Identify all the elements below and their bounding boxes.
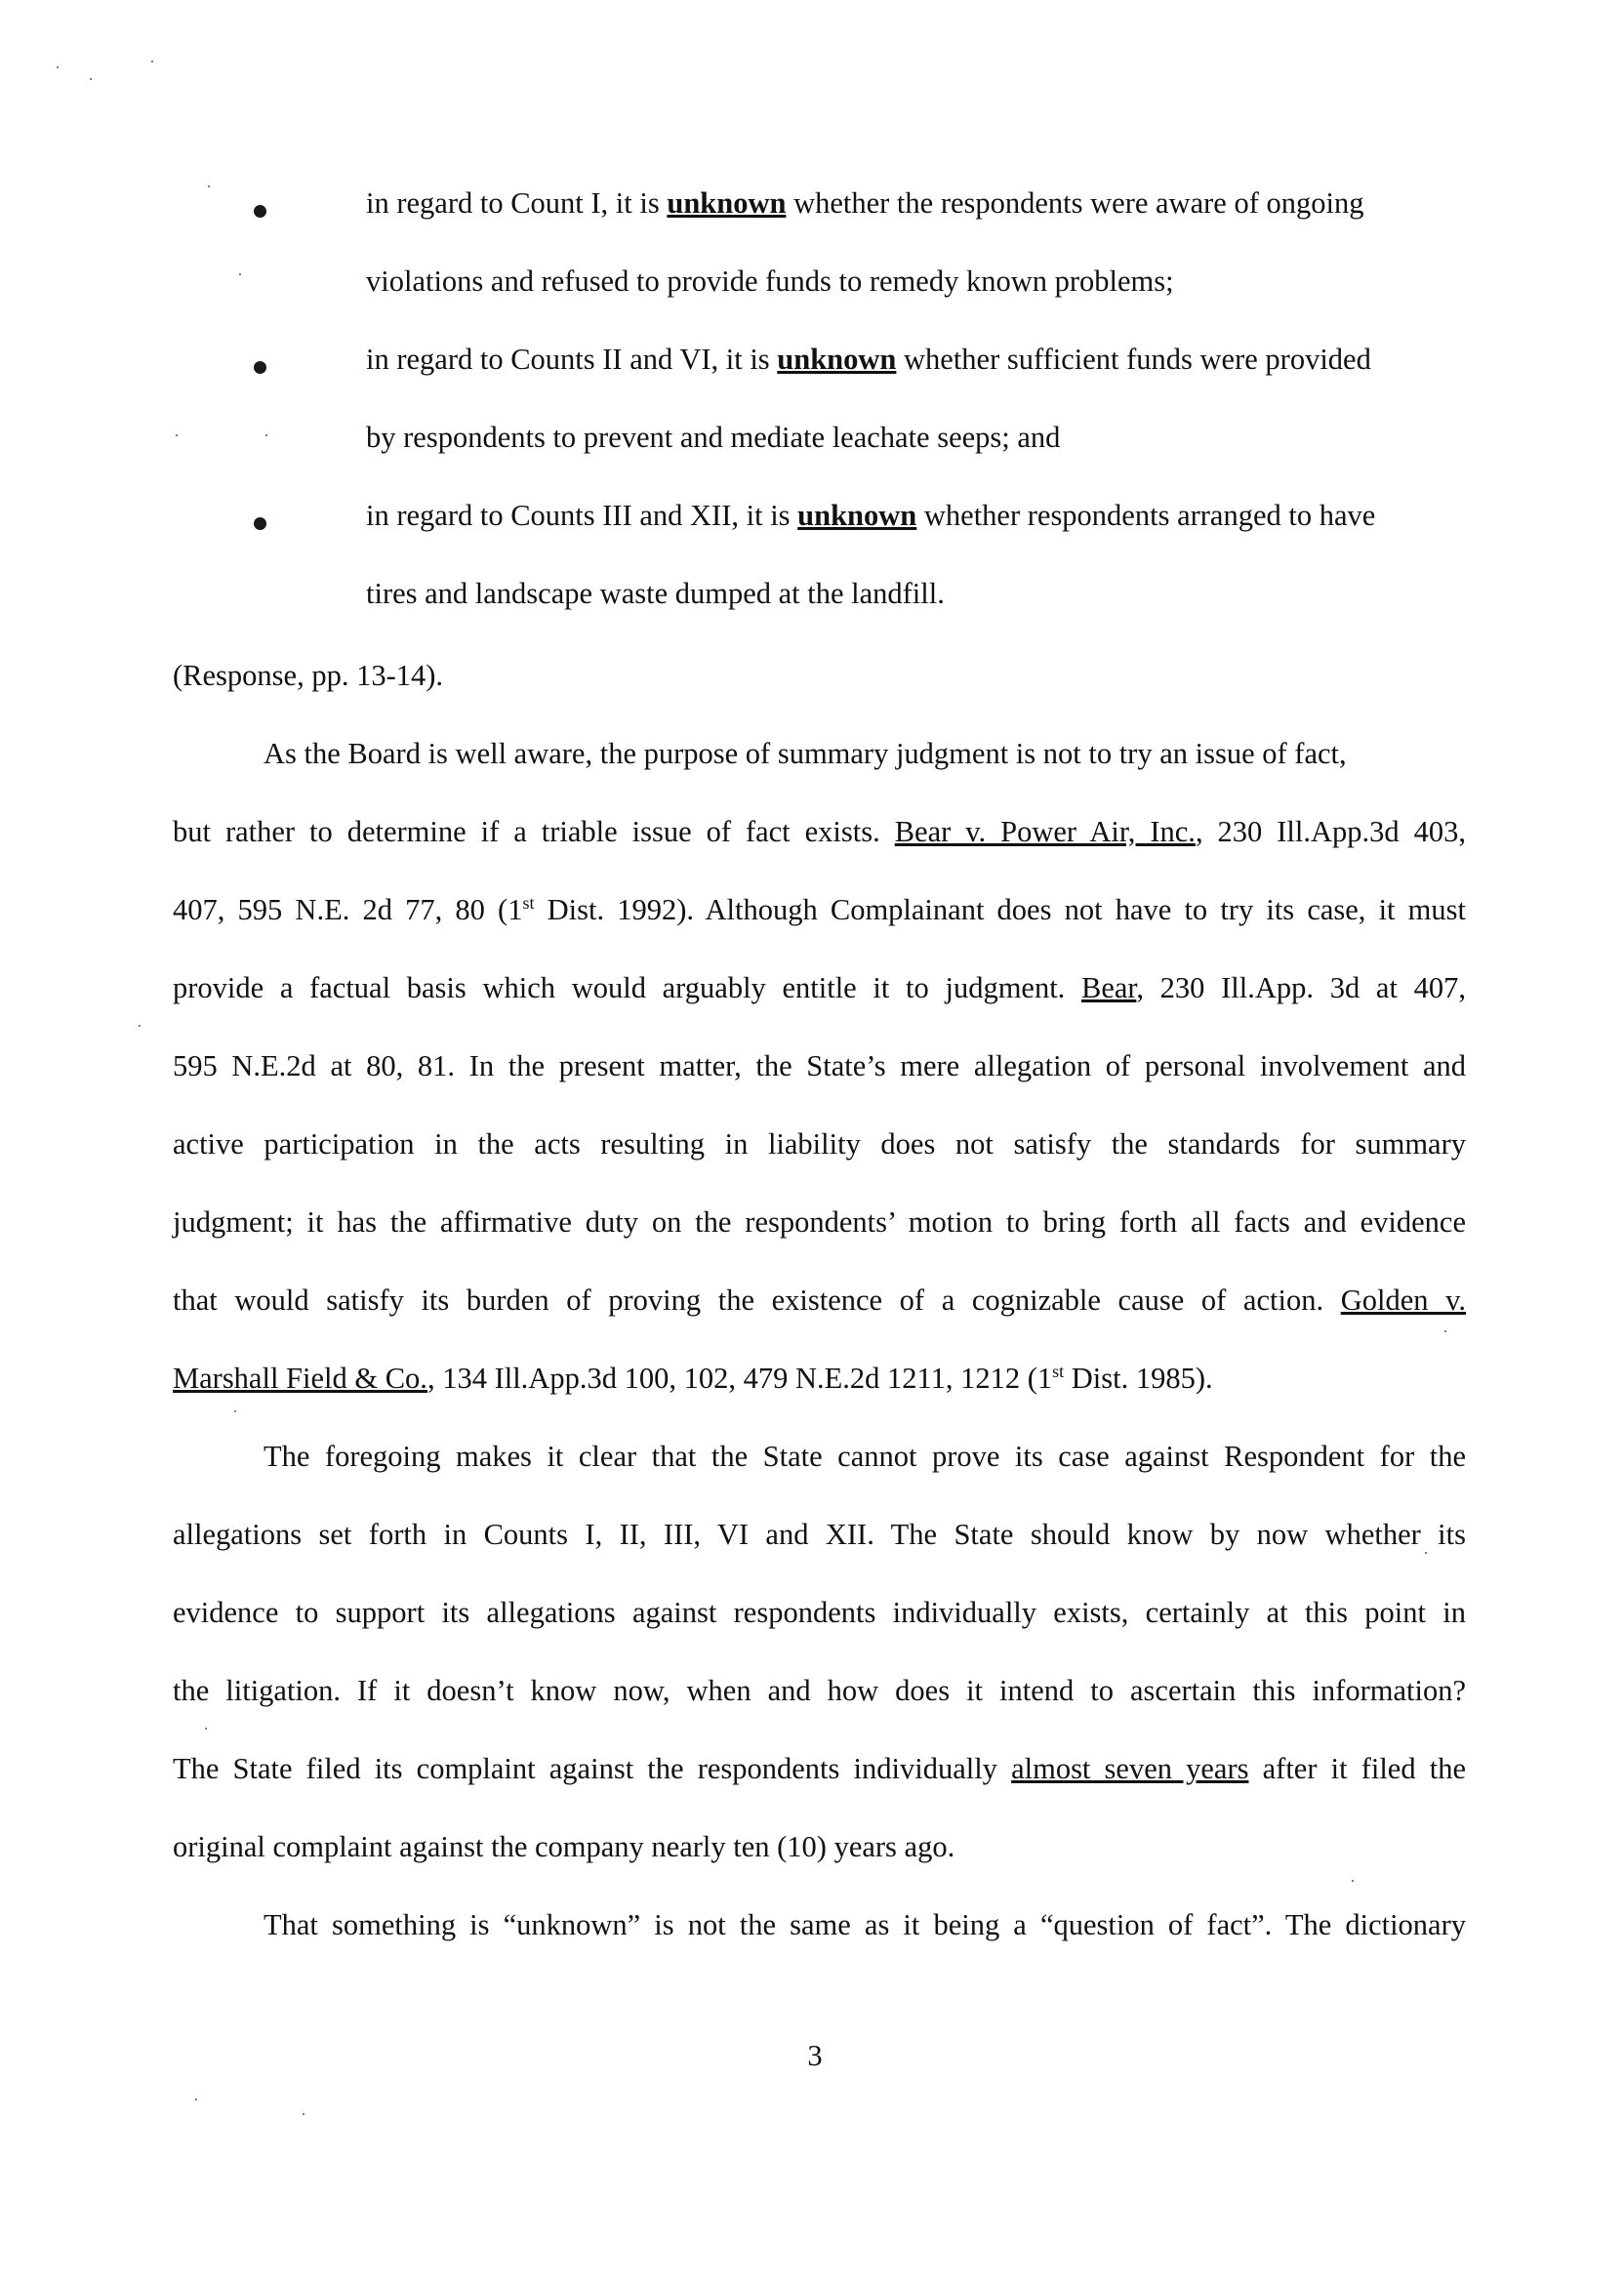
bullet-dot-icon [254,361,266,374]
scan-speck [176,434,178,436]
para1-line4: provide a factual basis which would arguably entitle it to judgment. Bear, 230 Ill.App. 3d at 407, [173,971,1466,1004]
para2-line3: evidence to support its allegations against respondents individually exists, certainly at this point in [173,1596,1466,1629]
bullet-text: in regard to Counts III and XII, it is unknown whether respondents arranged to have tires and landscape waste dumped at the landfill. [366,499,1376,610]
para1-line5: 595 N.E.2d at 80, 81. In the present matter, the State’s mere allegation of personal involvement and [173,1049,1466,1082]
bullet-dot-icon [254,205,266,218]
emphasis-unknown: unknown [797,499,917,532]
para1-line7: judgment; it has the affirmative duty on the respondents’ motion to bring forth all facts and evidence [173,1205,1466,1239]
scan-speck [151,61,153,62]
scan-speck [90,78,92,80]
para2-line1: The foregoing makes it clear that the State cannot prove its case against Respondent for the [264,1440,1466,1473]
scan-speck [139,1025,141,1027]
scan-speck [239,273,241,275]
scan-speck [208,185,210,187]
page-number: 3 [807,2039,823,2072]
case-citation: Golden v. [1340,1284,1466,1317]
scan-speck [195,2099,197,2100]
emphasis-unknown: unknown [777,343,897,376]
case-citation: Marshall Field & Co. [173,1362,427,1395]
para1-line9: Marshall Field & Co., 134 Ill.App.3d 100, 102, 479 N.E.2d 1211, 1212 (1st Dist. 1985). [173,1361,1213,1395]
case-citation: Bear v. Power Air, Inc. [894,815,1196,848]
para2-line6: original complaint against the company nearly ten (10) years ago. [173,1830,955,1863]
para3-line1: That something is “unknown” is not the same as it being a “question of fact”. The dictionary [264,1908,1466,1941]
case-citation: Bear [1081,971,1137,1004]
scan-speck [265,434,267,436]
bullet-text: in regard to Count I, it is unknown whether the respondents were aware of ongoing violations and refused to provide funds to remedy known problems; [366,186,1364,298]
scan-speck [303,2113,304,2115]
bullet-dot-icon [254,517,266,530]
bullet-text: in regard to Counts II and VI, it is unknown whether sufficient funds were provided by respondents to prevent and mediate leachate seeps; and [366,343,1371,454]
response-citation: (Response, pp. 13-14). [173,659,444,692]
emphasis-unknown: unknown [667,186,787,220]
para1-line8: that would satisfy its burden of proving the existence of a cognizable cause of action. Golden v. [173,1284,1466,1317]
para2-line5: The State filed its complaint against the respondents individually almost seven years after it filed the [173,1752,1466,1785]
scan-speck [57,66,59,68]
para2-line4: the litigation. If it doesn’t know now, when and how does it intend to ascertain this information? [173,1674,1466,1707]
underlined-phrase: almost seven years [1011,1752,1249,1785]
para2-line2: allegations set forth in Counts I, II, III, VI and XII. The State should know by now whether its [173,1518,1466,1551]
para1-line3: 407, 595 N.E. 2d 77, 80 (1st Dist. 1992). Although Complainant does not have to try its case, it must [173,892,1466,926]
para1-line1: As the Board is well aware, the purpose of summary judgment is not to try an issue of fact, [264,737,1347,770]
para1-line6: active participation in the acts resulting in liability does not satisfy the standards for summary [173,1127,1466,1161]
para1-line2: but rather to determine if a triable issue of fact exists. Bear v. Power Air, Inc., 230 Ill.App.3d 403, [173,815,1466,848]
